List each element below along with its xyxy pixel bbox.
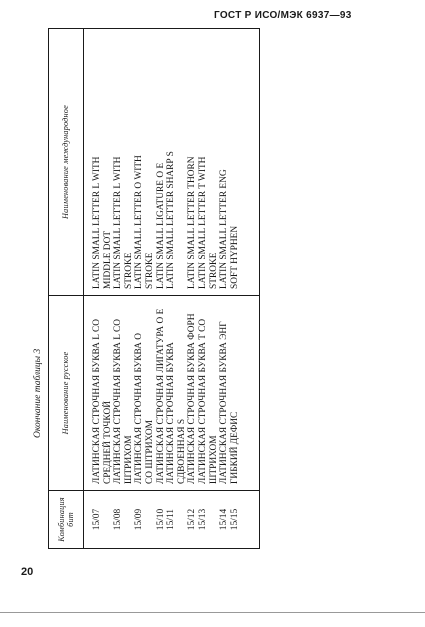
international-line: MIDDLE DOT — [102, 230, 113, 289]
international-line: LATIN SMALL LETTER L WITH — [113, 156, 124, 289]
russian-line: ШТРИХОМ — [208, 435, 219, 484]
code-line: 15/13 — [197, 508, 208, 531]
rotated-table-container — [48, 29, 260, 549]
table-body-row — [84, 29, 260, 549]
code-line: 15/12 — [187, 508, 198, 531]
russian-line: ЛАТИНСКАЯ СТРОЧНАЯ БУКВА ЭНГ — [219, 321, 230, 484]
header-bit-combination: Комбинация бит — [49, 491, 84, 549]
international-line: LATIN SMALL LETTER SHARP S — [166, 151, 177, 289]
russian-line: ГИБКИЙ ДЕФИС — [229, 411, 240, 484]
code-line: 15/15 — [229, 508, 240, 531]
russian-line: ЛАТИНСКАЯ СТРОЧНАЯ БУКВА L CO — [92, 319, 102, 484]
header-russian-name: Наименование русское — [49, 296, 84, 491]
international-line: LATIN SMALL LETTER O WITH — [134, 155, 145, 289]
table-header-row — [49, 29, 84, 549]
code-line: 15/10 — [155, 508, 166, 531]
russian-column-cell — [84, 296, 260, 491]
code-line: 15/14 — [219, 508, 230, 531]
table-caption: Окончание таблицы 3 — [33, 348, 43, 438]
russian-line: ЛАТИНСКАЯ СТРОЧНАЯ БУКВА O — [134, 332, 145, 484]
code-line: 15/11 — [166, 509, 177, 531]
code-spacer — [145, 497, 156, 542]
international-column-cell — [84, 29, 260, 296]
international-line: SOFT HYPHEN — [229, 225, 240, 289]
page-header: ГОСТ Р ИСО/МЭК 6937—93 — [214, 10, 352, 21]
russian-line: ЛАТИНСКАЯ СТРОЧНАЯ БУКВА — [166, 342, 177, 484]
international-spacer — [177, 35, 188, 289]
international-line: LATIN SMALL LETTER T WITH — [197, 156, 208, 289]
code-column-cell — [84, 491, 260, 549]
russian-line: ЛАТИНСКАЯ СТРОЧНАЯ ЛИГАТУРА O E — [155, 308, 166, 484]
russian-line: ЛАТИНСКАЯ СТРОЧНАЯ БУКВА ФОРН — [187, 313, 198, 484]
code-line: 15/07 — [92, 508, 102, 531]
code-line: 15/08 — [113, 508, 124, 531]
scan-edge-line — [0, 612, 425, 613]
russian-line: СРЕДНЕЙ ТОЧКОЙ — [102, 401, 113, 484]
code-spacer — [209, 497, 220, 542]
international-line: STROKE — [144, 252, 155, 289]
international-line: LATIN SMALL LETTER L WITH — [92, 156, 102, 289]
code-spacer — [103, 497, 114, 542]
russian-line: ШТРИХОМ — [123, 435, 134, 484]
header-international-name: Наименование международное — [49, 29, 84, 296]
code-spacer — [177, 497, 188, 542]
international-line: LATIN SMALL LETTER ENG — [219, 169, 230, 289]
international-line: LATIN SMALL LETTER THORN — [187, 156, 198, 289]
international-line: STROKE — [123, 252, 134, 289]
code-line: 15/09 — [134, 508, 145, 531]
russian-line: СДВОЕННАЯ S — [176, 418, 187, 484]
international-line: LATIN SMALL LIGATURE O E — [155, 162, 166, 289]
character-table — [48, 28, 260, 549]
russian-line: ЛАТИНСКАЯ СТРОЧНАЯ БУКВА L CO — [113, 319, 124, 484]
code-spacer — [124, 497, 135, 542]
international-line: STROKE — [208, 252, 219, 289]
russian-line: ЛАТИНСКАЯ СТРОЧНАЯ БУКВА T CO — [197, 318, 208, 484]
russian-line: CO ШТРИХОМ — [144, 420, 155, 484]
page-number: 20 — [21, 566, 34, 578]
